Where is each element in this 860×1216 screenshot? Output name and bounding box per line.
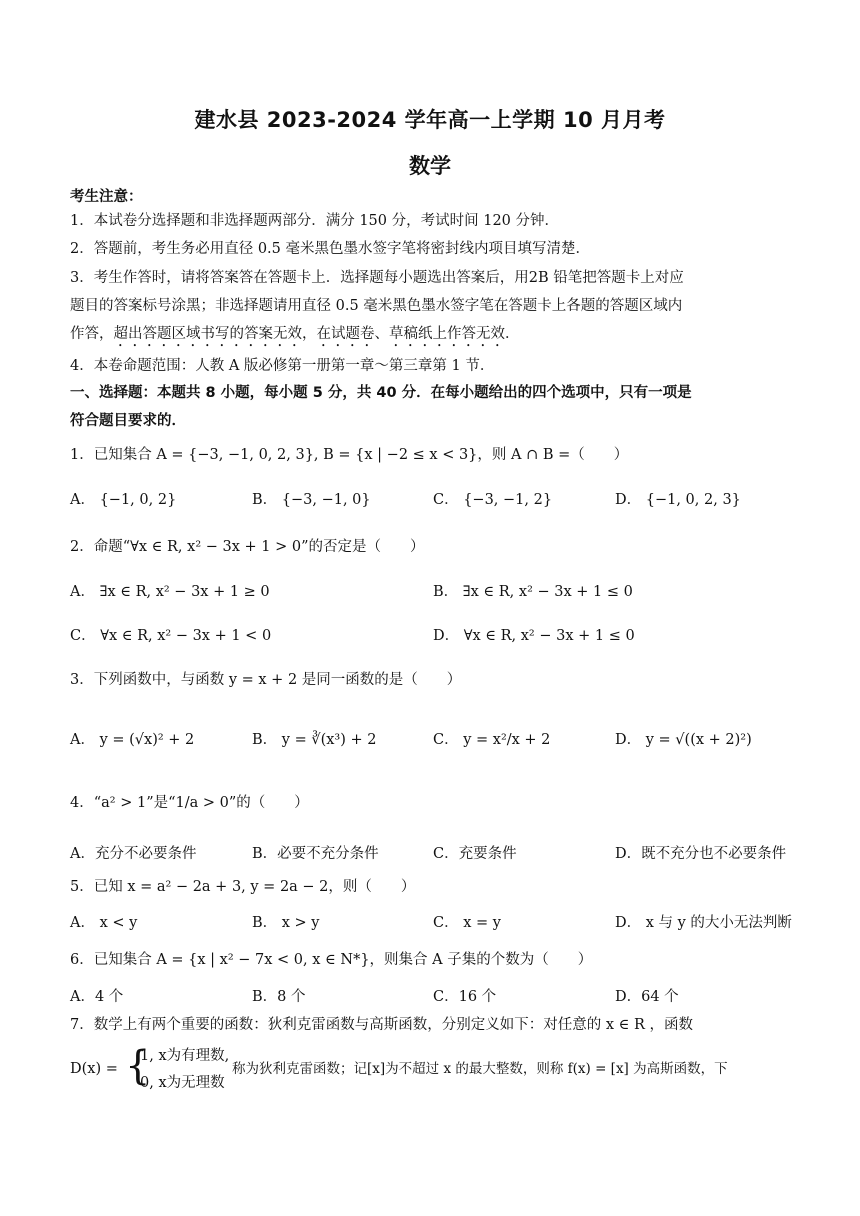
q1-option-b: B． {−3, −1, 0} [252,492,371,508]
section-heading-line-2: 符合题目要求的． [70,413,186,429]
q7-line-2: 称为狄利克雷函数；记[x]为不超过 x 的最大整数，则称 f(x) = [x] 为高斯函数，下 [232,1061,728,1077]
notice-item-3-line-3 [70,323,795,350]
exam-title: 建水县 2023-2024 学年高一上学期 10 月月考 [194,108,666,132]
q2-option-b: B． ∃x ∈ R, x² − 3x + 1 ≤ 0 [433,584,633,600]
notice-item-3-line-1: 3．考生作答时，请将答案答在答题卡上．选择题每小题选出答案后，用2B 铅笔把答题卡上对应 [70,270,684,286]
notice-item-3-end: ． [505,326,520,342]
q7-case-irrational: 0, x为无理数 [140,1075,225,1091]
piecewise-brace: { [125,1043,151,1089]
q1-option-c: C． {−3, −1, 2} [433,492,553,508]
q5-option-a: A． x < y [70,915,138,931]
q6-option-a: A．4 个 [70,989,124,1005]
section-heading-line-1: 一、选择题：本题共 8 小题，每小题 5 分，共 40 分．在每小题给出的四个选项中，只有一项是 [70,385,692,401]
q6-option-d: D．64 个 [615,989,679,1005]
q7-function-name: D(x) = [70,1061,118,1077]
notice-item-4: 4．本卷命题范围：人教 A 版必修第一册第一章～第三章第 1 节． [70,358,495,374]
q3-option-c: C． y = x²/x + 2 [433,732,551,748]
question-6-stem: 6．已知集合 A = {x | x² − 7x < 0, x ∈ N*}，则集合 A 子集的个数为（ ） [70,952,593,968]
q5-option-c: C． x = y [433,915,501,931]
notice-item-1: 1．本试卷分选择题和非选择题两部分．满分 150 分，考试时间 120 分钟． [70,213,560,229]
q2-option-c: C． ∀x ∈ R, x² − 3x + 1 < 0 [70,628,272,644]
subject-title: 数学 [409,154,451,178]
notice-heading: 考生注意： [70,189,143,205]
question-7-line-1: 7．数学上有两个重要的函数：狄利克雷函数与高斯函数，分别定义如下：对任意的 x ∈ R ，函数 [70,1017,693,1033]
q4-option-d: D．既不充分也不必要条件 [615,846,787,862]
question-5-stem: 5．已知 x = a² − 2a + 3, y = 2a − 2，则（ ） [70,879,416,895]
q5-option-b: B． x > y [252,915,320,931]
q4-option-c: C．充要条件 [433,846,517,862]
q7-case-rational: 1, x为有理数, [140,1048,230,1064]
question-1-stem: 1．已知集合 A = {−3, −1, 0, 2, 3}, B = {x | −2 ≤ x < 3}，则 A ∩ B =（ ） [70,447,629,463]
question-4-stem: 4．“a² > 1”是“1/a > 0”的（ ） [70,795,309,811]
q5-option-d: D． x 与 y 的大小无法判断 [615,915,792,931]
q4-option-a: A．充分不必要条件 [70,846,197,862]
q6-option-c: C．16 个 [433,989,497,1005]
q6-option-b: B．8 个 [252,989,306,1005]
notice-item-2: 2．答题前，考生务必用直径 0.5 毫米黑色墨水签字笔将密封线内项目填写清楚． [70,241,591,257]
q1-option-d: D． {−1, 0, 2, 3} [615,492,741,508]
q2-option-d: D． ∀x ∈ R, x² − 3x + 1 ≤ 0 [433,628,635,644]
q4-option-b: B．必要不充分条件 [252,846,379,862]
q3-option-a: A． y = (√x)² + 2 [70,732,195,748]
emphasized-text: 超出答题区域书写的答案无效，在试题卷、草稿纸上作答无效 [113,326,505,342]
question-2-stem: 2．命题“∀x ∈ R, x² − 3x + 1 > 0”的否定是（ ） [70,539,425,555]
q2-option-a: A． ∃x ∈ R, x² − 3x + 1 ≥ 0 [70,584,270,600]
notice-item-3-line-2: 题目的答案标号涂黑；非选择题请用直径 0.5 毫米黑色墨水签字笔在答题卡上各题的答题区域内 [70,298,683,314]
question-3-stem: 3．下列函数中，与函数 y = x + 2 是同一函数的是（ ） [70,672,462,688]
q3-option-d: D． y = √((x + 2)²) [615,732,752,748]
notice-item-3-text: 作答， [70,326,114,342]
q1-option-a: A． {−1, 0, 2} [70,492,177,508]
q3-option-b: B． y = ∛(x³) + 2 [252,732,377,748]
